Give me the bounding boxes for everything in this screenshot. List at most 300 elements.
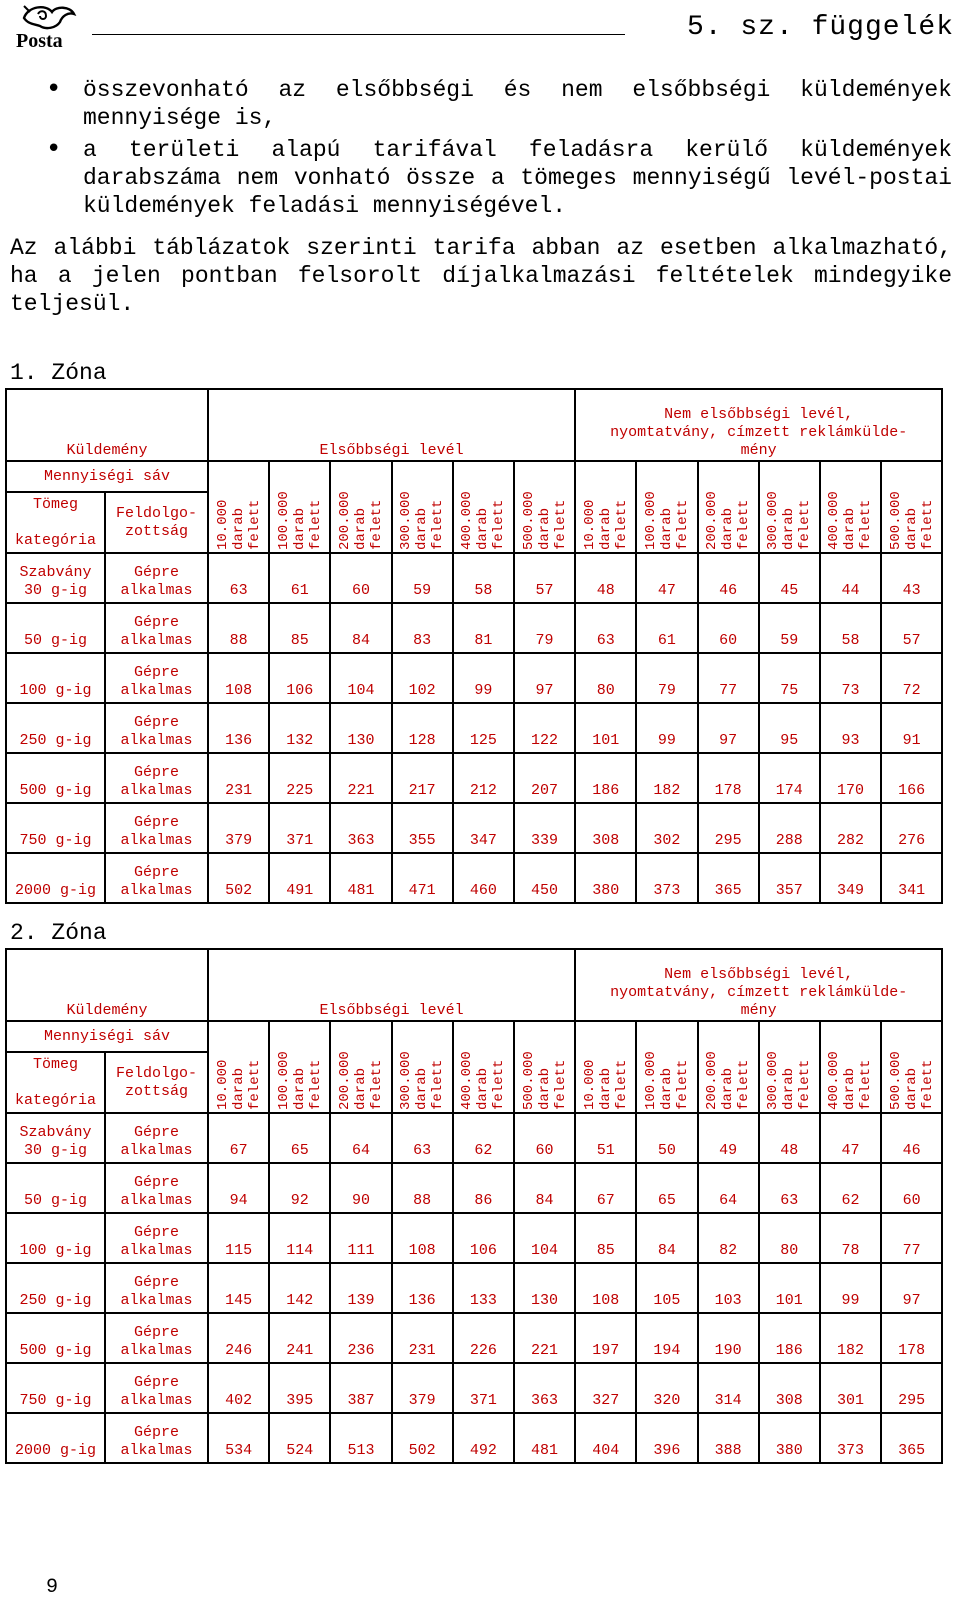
- price-cell: 226: [453, 1313, 514, 1363]
- quantity-band-wrap: [699, 1022, 758, 1112]
- price-cell: 104: [330, 653, 391, 703]
- price-cell: 363: [330, 803, 391, 853]
- price-cell: 371: [453, 1363, 514, 1413]
- table-row: [6, 1363, 942, 1413]
- table-row: [6, 603, 942, 653]
- header-rule: [92, 34, 625, 35]
- table-row: [6, 1213, 942, 1263]
- price-cell: 101: [575, 703, 636, 753]
- price-cell: 106: [269, 653, 330, 703]
- price-cell: 99: [820, 1263, 881, 1313]
- price-cell: 57: [881, 603, 942, 653]
- price-cell: 491: [269, 853, 330, 903]
- price-cell: 166: [881, 753, 942, 803]
- weight-category-cell: 50 g-ig: [6, 603, 105, 653]
- price-cell: 373: [820, 1413, 881, 1463]
- quantity-band-wrap: [760, 462, 819, 552]
- page-number: 9: [46, 1576, 59, 1599]
- price-cell: 301: [820, 1363, 881, 1413]
- price-cell: 186: [575, 753, 636, 803]
- processing-cell: Gépre alkalmas: [105, 703, 208, 753]
- quantity-band-header: [514, 1021, 575, 1113]
- quantity-band-label: 400.000 darab felett: [826, 491, 875, 550]
- price-cell: 231: [392, 1313, 453, 1363]
- quantity-band-wrap: [576, 1022, 635, 1112]
- price-cell: 115: [208, 1213, 269, 1263]
- header-elsobbsegi: Elsőbbségi levél: [208, 389, 575, 461]
- quantity-band-header: [514, 461, 575, 553]
- price-cell: 221: [514, 1313, 575, 1363]
- price-cell: 207: [514, 753, 575, 803]
- header-nem-elsobbsegi: Nem elsőbbségi levél, nyomtatvány, címzett reklámkülde- mény: [575, 389, 942, 461]
- price-cell: 108: [208, 653, 269, 703]
- bullet-list: [10, 76, 952, 220]
- weight-category-cell: 100 g-ig: [6, 1213, 105, 1263]
- processing-cell: Gépre alkalmas: [105, 1263, 208, 1313]
- price-cell: 355: [392, 803, 453, 853]
- header-kuldemeny: Küldemény: [6, 389, 208, 461]
- quantity-band-label: 400.000 darab felett: [459, 491, 508, 550]
- quantity-band-wrap: [209, 1022, 268, 1112]
- price-cell: 72: [881, 653, 942, 703]
- processing-cell: Gépre alkalmas: [105, 603, 208, 653]
- price-cell: 225: [269, 753, 330, 803]
- quantity-band-label: 300.000 darab felett: [398, 1051, 447, 1110]
- price-cell: 174: [759, 753, 820, 803]
- table-row: [6, 703, 942, 753]
- price-cell: 327: [575, 1363, 636, 1413]
- quantity-band-wrap: [821, 462, 880, 552]
- quantity-band-label: 500.000 darab felett: [520, 491, 569, 550]
- price-cell: 122: [514, 703, 575, 753]
- quantity-band-header: [330, 461, 391, 553]
- price-cell: 194: [636, 1313, 697, 1363]
- price-cell: 380: [759, 1413, 820, 1463]
- quantity-band-header: [820, 461, 881, 553]
- price-cell: 365: [698, 853, 759, 903]
- weight-category-cell: 250 g-ig: [6, 703, 105, 753]
- bullet-item: • a területi alapú tarifával feladásra kerülő küldemények darabszáma nem vonható össze a tömeges mennyiségű levél-postai küldemények feladási mennyiségével.: [10, 136, 952, 220]
- price-cell: 379: [208, 803, 269, 853]
- quantity-band-wrap: [454, 462, 513, 552]
- price-cell: 95: [759, 703, 820, 753]
- price-cell: 99: [453, 653, 514, 703]
- quantity-band-header: [820, 1021, 881, 1113]
- weight-category-cell: 250 g-ig: [6, 1263, 105, 1313]
- price-cell: 481: [330, 853, 391, 903]
- price-cell: 534: [208, 1413, 269, 1463]
- weight-category-cell: 750 g-ig: [6, 1363, 105, 1413]
- weight-category-cell: 750 g-ig: [6, 803, 105, 853]
- table-row: [6, 553, 942, 603]
- price-cell: 133: [453, 1263, 514, 1313]
- table-row: [6, 1113, 942, 1163]
- appendix-label: 5. sz. függelék: [686, 12, 954, 43]
- processing-cell: Gépre alkalmas: [105, 803, 208, 853]
- price-cell: 125: [453, 703, 514, 753]
- quantity-band-label: 10.000 darab felett: [581, 499, 630, 550]
- quantity-band-wrap: [821, 1022, 880, 1112]
- price-cell: 79: [636, 653, 697, 703]
- price-cell: 63: [575, 603, 636, 653]
- weight-category-cell: 2000 g-ig: [6, 1413, 105, 1463]
- price-cell: 93: [820, 703, 881, 753]
- quantity-band-label: 400.000 darab felett: [826, 1051, 875, 1110]
- quantity-band-header: [575, 1021, 636, 1113]
- price-cell: 48: [575, 553, 636, 603]
- price-cell: 396: [636, 1413, 697, 1463]
- price-cell: 320: [636, 1363, 697, 1413]
- price-cell: 82: [698, 1213, 759, 1263]
- price-cell: 84: [514, 1163, 575, 1213]
- price-cell: 302: [636, 803, 697, 853]
- price-cell: 132: [269, 703, 330, 753]
- processing-cell: Gépre alkalmas: [105, 653, 208, 703]
- price-cell: 373: [636, 853, 697, 903]
- price-cell: 130: [514, 1263, 575, 1313]
- price-cell: 45: [759, 553, 820, 603]
- quantity-band-label: 200.000 darab felett: [336, 1051, 385, 1110]
- price-cell: 295: [881, 1363, 942, 1413]
- weight-category-cell: Szabvány 30 g-ig: [6, 1113, 105, 1163]
- rate-table: [5, 948, 943, 1464]
- quantity-band-wrap: [331, 1022, 390, 1112]
- price-cell: 65: [269, 1113, 330, 1163]
- price-cell: 460: [453, 853, 514, 903]
- table-row: [6, 653, 942, 703]
- price-cell: 62: [820, 1163, 881, 1213]
- price-cell: 51: [575, 1113, 636, 1163]
- price-cell: 43: [881, 553, 942, 603]
- price-cell: 80: [575, 653, 636, 703]
- bullet-item: • összevonható az elsőbbségi és nem elsőbbségi küldemények mennyisége is,: [10, 76, 952, 132]
- price-cell: 104: [514, 1213, 575, 1263]
- price-cell: 63: [759, 1163, 820, 1213]
- price-cell: 178: [698, 753, 759, 803]
- price-cell: 63: [392, 1113, 453, 1163]
- price-cell: 108: [392, 1213, 453, 1263]
- price-cell: 395: [269, 1363, 330, 1413]
- quantity-band-header: [698, 461, 759, 553]
- quantity-band-header: [453, 1021, 514, 1113]
- quantity-band-label: 10.000 darab felett: [581, 1059, 630, 1110]
- price-cell: 67: [208, 1113, 269, 1163]
- logo-wordmark: Posta: [16, 30, 63, 52]
- quantity-band-header: [269, 461, 330, 553]
- price-cell: 92: [269, 1163, 330, 1213]
- quantity-band-wrap: [760, 1022, 819, 1112]
- price-cell: 63: [208, 553, 269, 603]
- price-cell: 387: [330, 1363, 391, 1413]
- price-cell: 58: [453, 553, 514, 603]
- price-cell: 85: [575, 1213, 636, 1263]
- quantity-band-header: [453, 461, 514, 553]
- price-cell: 60: [881, 1163, 942, 1213]
- price-cell: 402: [208, 1363, 269, 1413]
- price-cell: 404: [575, 1413, 636, 1463]
- quantity-band-label: 300.000 darab felett: [765, 491, 814, 550]
- price-cell: 246: [208, 1313, 269, 1363]
- price-cell: 314: [698, 1363, 759, 1413]
- quantity-band-wrap: [270, 1022, 329, 1112]
- quantity-band-wrap: [209, 462, 268, 552]
- price-cell: 212: [453, 753, 514, 803]
- price-cell: 170: [820, 753, 881, 803]
- quantity-band-header: [636, 461, 697, 553]
- price-cell: 103: [698, 1263, 759, 1313]
- price-cell: 182: [820, 1313, 881, 1363]
- quantity-band-label: 100.000 darab felett: [275, 1051, 324, 1110]
- header-tomeg-kategoria: Tömeg kategória: [6, 1052, 105, 1113]
- price-cell: 178: [881, 1313, 942, 1363]
- price-cell: 105: [636, 1263, 697, 1313]
- price-cell: 139: [330, 1263, 391, 1313]
- price-cell: 308: [575, 803, 636, 853]
- price-cell: 65: [636, 1163, 697, 1213]
- quantity-band-header: [575, 461, 636, 553]
- price-cell: 502: [208, 853, 269, 903]
- price-cell: 492: [453, 1413, 514, 1463]
- quantity-band-header: [392, 461, 453, 553]
- price-cell: 84: [330, 603, 391, 653]
- quantity-band-header: [330, 1021, 391, 1113]
- header-feldolgozottsag: Feldolgo- zottság: [105, 492, 208, 553]
- price-cell: 136: [392, 1263, 453, 1313]
- quantity-band-wrap: [882, 462, 941, 552]
- table-row: [6, 1313, 942, 1363]
- quantity-band-label: 200.000 darab felett: [704, 491, 753, 550]
- price-cell: 128: [392, 703, 453, 753]
- price-cell: 379: [392, 1363, 453, 1413]
- price-cell: 80: [759, 1213, 820, 1263]
- processing-cell: Gépre alkalmas: [105, 753, 208, 803]
- price-cell: 60: [514, 1113, 575, 1163]
- quantity-band-header: [881, 1021, 942, 1113]
- table-row: [6, 853, 942, 903]
- price-cell: 50: [636, 1113, 697, 1163]
- quantity-band-header: [759, 461, 820, 553]
- price-cell: 282: [820, 803, 881, 853]
- price-cell: 48: [759, 1113, 820, 1163]
- price-cell: 77: [881, 1213, 942, 1263]
- header-feldolgozottsag: Feldolgo- zottság: [105, 1052, 208, 1113]
- price-cell: 524: [269, 1413, 330, 1463]
- price-cell: 130: [330, 703, 391, 753]
- price-cell: 61: [269, 553, 330, 603]
- table-row: [6, 753, 942, 803]
- price-cell: 75: [759, 653, 820, 703]
- price-cell: 142: [269, 1263, 330, 1313]
- price-cell: 44: [820, 553, 881, 603]
- weight-category-cell: 2000 g-ig: [6, 853, 105, 903]
- price-cell: 94: [208, 1163, 269, 1213]
- table-row: [6, 1413, 942, 1463]
- price-cell: 197: [575, 1313, 636, 1363]
- header-tomeg-kategoria: Tömeg kategória: [6, 492, 105, 553]
- quantity-band-header: [392, 1021, 453, 1113]
- quantity-band-label: 10.000 darab felett: [214, 499, 263, 550]
- price-cell: 90: [330, 1163, 391, 1213]
- price-cell: 471: [392, 853, 453, 903]
- quantity-band-wrap: [637, 462, 696, 552]
- header-elsobbsegi: Elsőbbségi levél: [208, 949, 575, 1021]
- price-cell: 347: [453, 803, 514, 853]
- quantity-band-label: 10.000 darab felett: [214, 1059, 263, 1110]
- price-cell: 136: [208, 703, 269, 753]
- price-cell: 339: [514, 803, 575, 853]
- quantity-band-label: 100.000 darab felett: [642, 1051, 691, 1110]
- price-cell: 295: [698, 803, 759, 853]
- quantity-band-wrap: [270, 462, 329, 552]
- quantity-band-wrap: [882, 1022, 941, 1112]
- zone-1-title: 1. Zóna: [10, 360, 107, 386]
- price-cell: 380: [575, 853, 636, 903]
- price-cell: 365: [881, 1413, 942, 1463]
- weight-category-cell: Szabvány 30 g-ig: [6, 553, 105, 603]
- processing-cell: Gépre alkalmas: [105, 553, 208, 603]
- quantity-band-header: [698, 1021, 759, 1113]
- price-cell: 88: [208, 603, 269, 653]
- quantity-band-label: 500.000 darab felett: [520, 1051, 569, 1110]
- processing-cell: Gépre alkalmas: [105, 1413, 208, 1463]
- quantity-band-label: 500.000 darab felett: [887, 491, 936, 550]
- quantity-band-header: [269, 1021, 330, 1113]
- price-cell: 236: [330, 1313, 391, 1363]
- price-cell: 64: [330, 1113, 391, 1163]
- price-cell: 221: [330, 753, 391, 803]
- price-cell: 59: [392, 553, 453, 603]
- price-cell: 81: [453, 603, 514, 653]
- price-cell: 102: [392, 653, 453, 703]
- price-cell: 276: [881, 803, 942, 853]
- price-cell: 357: [759, 853, 820, 903]
- price-cell: 101: [759, 1263, 820, 1313]
- weight-category-cell: 500 g-ig: [6, 753, 105, 803]
- price-cell: 182: [636, 753, 697, 803]
- price-cell: 73: [820, 653, 881, 703]
- price-cell: 388: [698, 1413, 759, 1463]
- price-cell: 513: [330, 1413, 391, 1463]
- price-cell: 78: [820, 1213, 881, 1263]
- table-row: [6, 1263, 942, 1313]
- price-cell: 349: [820, 853, 881, 903]
- price-cell: 57: [514, 553, 575, 603]
- price-cell: 46: [881, 1113, 942, 1163]
- price-cell: 88: [392, 1163, 453, 1213]
- header-mennyisegi-sav: Mennyiségi sáv: [6, 1021, 208, 1052]
- quantity-band-header: [636, 1021, 697, 1113]
- quantity-band-wrap: [576, 462, 635, 552]
- price-cell: 106: [453, 1213, 514, 1263]
- price-cell: 83: [392, 603, 453, 653]
- quantity-band-wrap: [331, 462, 390, 552]
- price-cell: 288: [759, 803, 820, 853]
- weight-category-cell: 500 g-ig: [6, 1313, 105, 1363]
- zone-2-title: 2. Zóna: [10, 920, 107, 946]
- price-cell: 241: [269, 1313, 330, 1363]
- price-cell: 58: [820, 603, 881, 653]
- quantity-band-wrap: [454, 1022, 513, 1112]
- price-cell: 49: [698, 1113, 759, 1163]
- quantity-band-header: [208, 1021, 269, 1113]
- price-cell: 111: [330, 1213, 391, 1263]
- price-cell: 186: [759, 1313, 820, 1363]
- quantity-band-header: [759, 1021, 820, 1113]
- price-cell: 47: [820, 1113, 881, 1163]
- processing-cell: Gépre alkalmas: [105, 1363, 208, 1413]
- weight-category-cell: 100 g-ig: [6, 653, 105, 703]
- price-cell: 77: [698, 653, 759, 703]
- price-cell: 502: [392, 1413, 453, 1463]
- price-cell: 60: [330, 553, 391, 603]
- price-cell: 79: [514, 603, 575, 653]
- quantity-band-label: 200.000 darab felett: [704, 1051, 753, 1110]
- price-cell: 62: [453, 1113, 514, 1163]
- quantity-band-wrap: [637, 1022, 696, 1112]
- price-cell: 231: [208, 753, 269, 803]
- price-cell: 108: [575, 1263, 636, 1313]
- price-cell: 450: [514, 853, 575, 903]
- price-cell: 190: [698, 1313, 759, 1363]
- price-cell: 60: [698, 603, 759, 653]
- price-cell: 47: [636, 553, 697, 603]
- processing-cell: Gépre alkalmas: [105, 853, 208, 903]
- quantity-band-label: 200.000 darab felett: [336, 491, 385, 550]
- processing-cell: Gépre alkalmas: [105, 1163, 208, 1213]
- weight-category-cell: 50 g-ig: [6, 1163, 105, 1213]
- price-cell: 308: [759, 1363, 820, 1413]
- price-cell: 371: [269, 803, 330, 853]
- price-cell: 64: [698, 1163, 759, 1213]
- processing-cell: Gépre alkalmas: [105, 1313, 208, 1363]
- quantity-band-header: [881, 461, 942, 553]
- price-cell: 61: [636, 603, 697, 653]
- quantity-band-wrap: [515, 1022, 574, 1112]
- quantity-band-label: 300.000 darab felett: [765, 1051, 814, 1110]
- price-cell: 97: [514, 653, 575, 703]
- price-cell: 145: [208, 1263, 269, 1313]
- quantity-band-header: [208, 461, 269, 553]
- quantity-band-wrap: [393, 462, 452, 552]
- price-cell: 363: [514, 1363, 575, 1413]
- quantity-band-label: 400.000 darab felett: [459, 1051, 508, 1110]
- price-cell: 97: [881, 1263, 942, 1313]
- price-cell: 67: [575, 1163, 636, 1213]
- price-cell: 97: [698, 703, 759, 753]
- header-kuldemeny: Küldemény: [6, 949, 208, 1021]
- processing-cell: Gépre alkalmas: [105, 1213, 208, 1263]
- price-cell: 46: [698, 553, 759, 603]
- price-cell: 341: [881, 853, 942, 903]
- quantity-band-label: 500.000 darab felett: [887, 1051, 936, 1110]
- header-nem-elsobbsegi: Nem elsőbbségi levél, nyomtatvány, címzett reklámkülde- mény: [575, 949, 942, 1021]
- table-row: [6, 1163, 942, 1213]
- processing-cell: Gépre alkalmas: [105, 1113, 208, 1163]
- price-cell: 85: [269, 603, 330, 653]
- price-cell: 99: [636, 703, 697, 753]
- price-cell: 59: [759, 603, 820, 653]
- table-row: [6, 803, 942, 853]
- price-cell: 91: [881, 703, 942, 753]
- price-cell: 84: [636, 1213, 697, 1263]
- price-cell: 86: [453, 1163, 514, 1213]
- quantity-band-label: 100.000 darab felett: [642, 491, 691, 550]
- price-cell: 481: [514, 1413, 575, 1463]
- quantity-band-label: 300.000 darab felett: [398, 491, 447, 550]
- intro-paragraph: Az alábbi táblázatok szerinti tarifa abban az esetben alkalmazható, ha a jelen pontban felsorolt díjalkalmazási feltételek mindegyike teljesül.: [10, 235, 952, 317]
- header-mennyisegi-sav: Mennyiségi sáv: [6, 461, 208, 492]
- quantity-band-wrap: [515, 462, 574, 552]
